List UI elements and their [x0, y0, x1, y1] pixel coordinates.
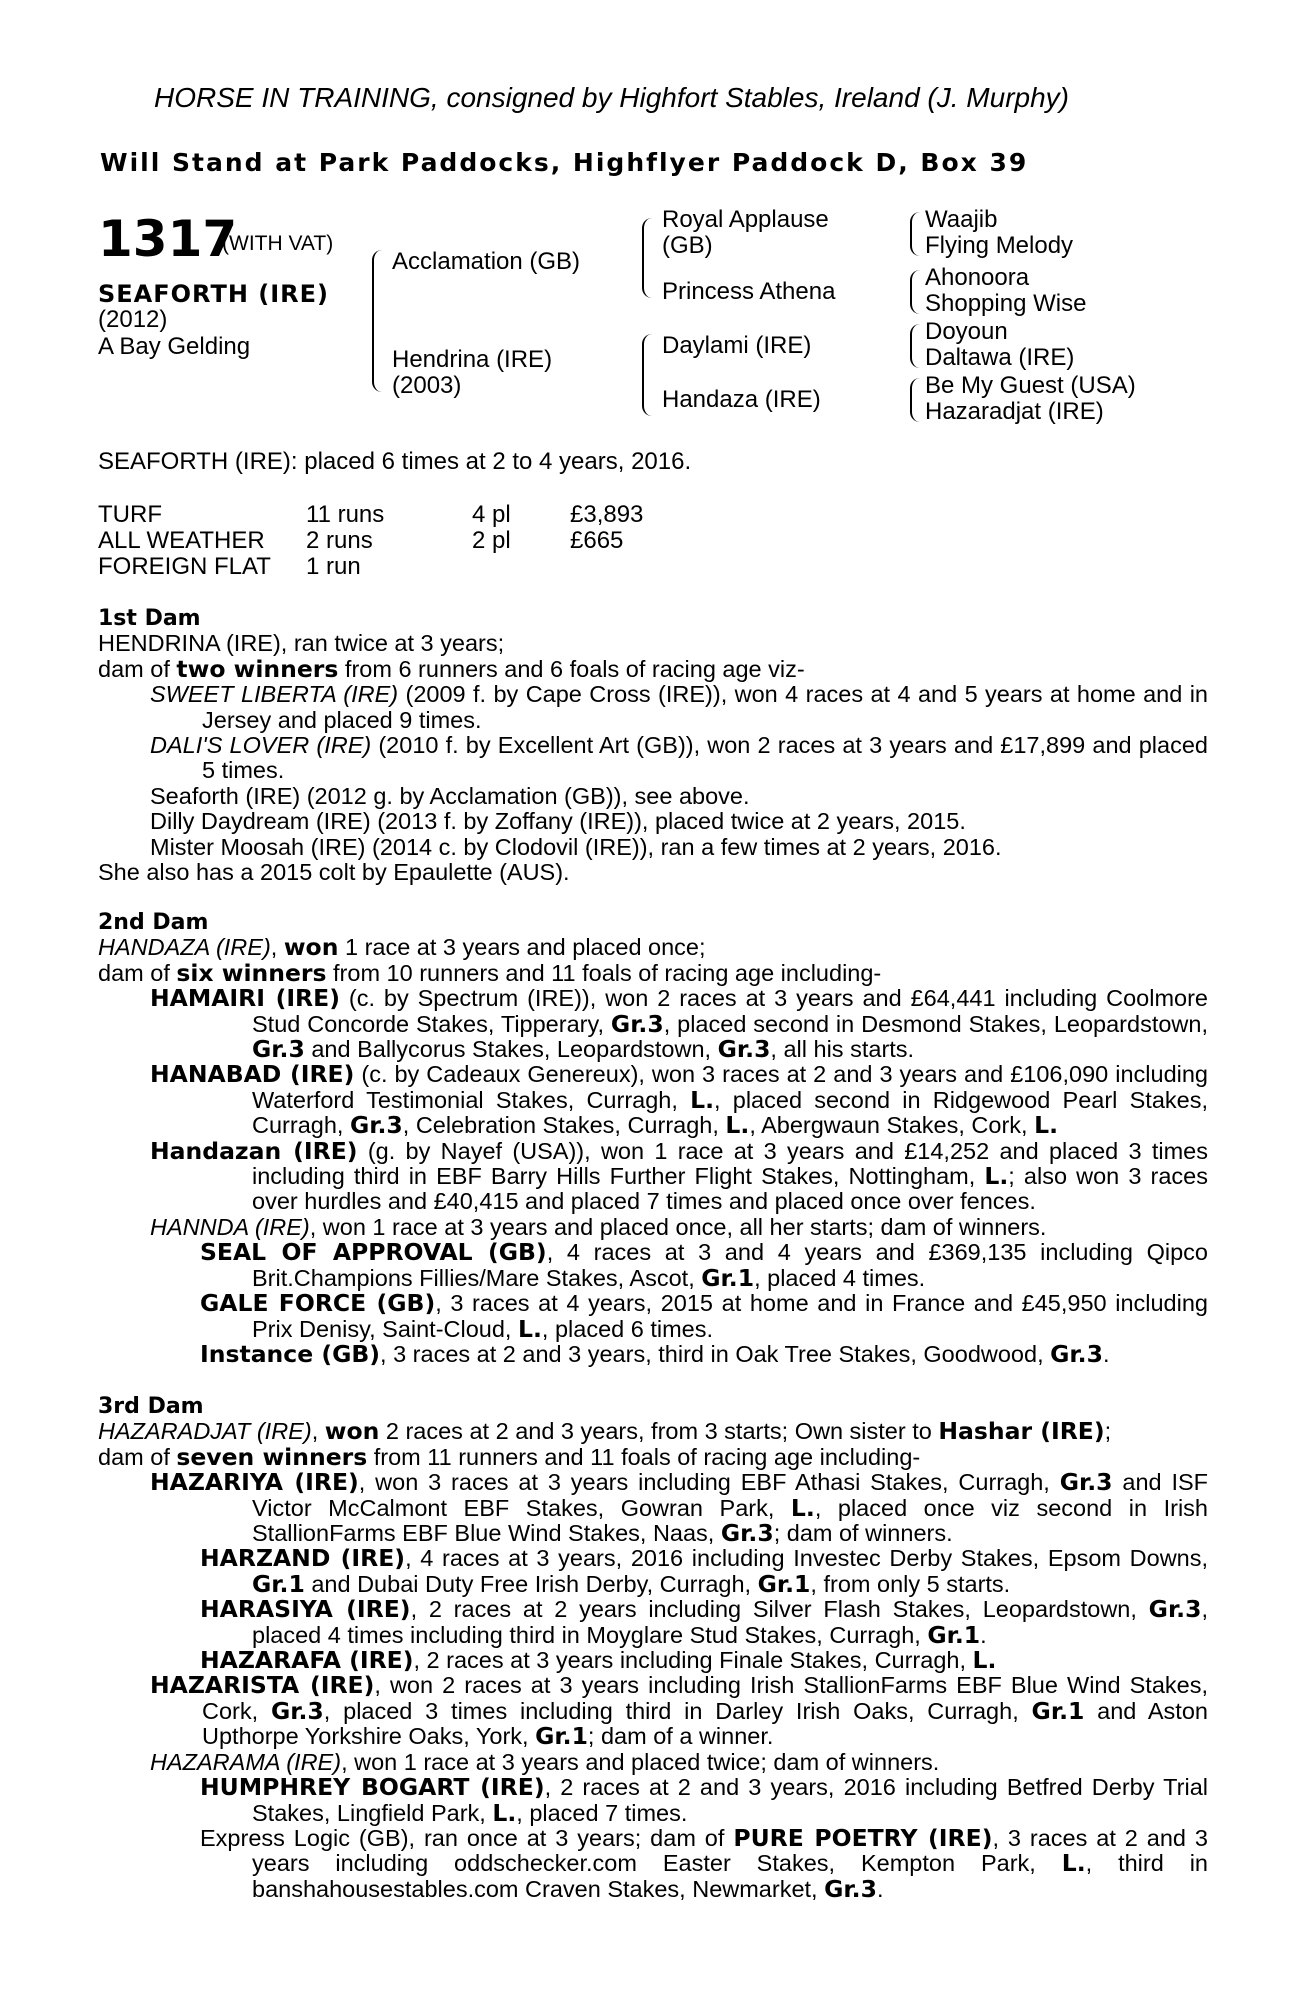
dam-line	[98, 935, 1208, 960]
grade-label: L.	[972, 1646, 997, 1675]
pedigree-g5: Doyoun	[925, 318, 1008, 345]
offspring-text: , won 3 races at 3 years including EBF Athasi Stakes, Curragh,	[358, 1469, 1060, 1496]
offspring-entry	[150, 1470, 1208, 1546]
consignment-header: HORSE IN TRAINING, consigned by Highfort Stables, Ireland (J. Murphy)	[154, 82, 1069, 113]
offspring-text: (c. by Cadeaux Genereux), won 3 races at 2 and 3 years and £106,090 including Waterford Testimonial Stakes, Curragh,	[252, 1061, 1209, 1113]
pedigree-sire-sire-country: (GB)	[662, 232, 713, 259]
grade-label: Gr.1	[757, 1569, 811, 1598]
offspring-text: ; dam of winners.	[773, 1520, 953, 1547]
vat-label: (WITH VAT)	[222, 232, 334, 255]
grade-label: Gr.3	[610, 1009, 664, 1038]
pedigree-g2: Flying Melody	[925, 232, 1074, 259]
offspring-text: , 4 races at 3 and 4 years and £369,135 including Qipco Brit.Champions Fillies/Mare Stakes, Ascot,	[252, 1239, 1209, 1291]
pedigree-sire-dam: Princess Athena	[662, 278, 836, 305]
race-record-table	[98, 502, 643, 580]
offspring-entry	[200, 1823, 1208, 1903]
grade-label: Gr.1	[1031, 1696, 1085, 1725]
pedigree-g6: Daltawa (IRE)	[925, 344, 1075, 371]
winners-count: two winners	[176, 654, 339, 683]
dam-line: She also has a 2015 colt by Epaulette (AUS).	[98, 859, 570, 886]
offspring-entry: Seaforth (IRE) (2012 g. by Acclamation (GB)), see above.	[150, 782, 750, 809]
pedigree-g1: Waajib	[925, 206, 998, 233]
dam-line	[98, 654, 1208, 683]
offspring-text: and Dubai Duty Free Irish Derby, Curragh,	[304, 1570, 758, 1597]
grade-label: Gr.1	[701, 1263, 755, 1292]
offspring-name: SWEET LIBERTA (IRE)	[150, 681, 399, 708]
offspring-text: , placed 4 times including third in Moyglare Stud Stakes, Curragh,	[252, 1596, 1208, 1648]
offspring-entry	[200, 1339, 1208, 1368]
offspring-entry	[200, 1775, 1208, 1826]
prize-cell: £665	[570, 527, 624, 554]
offspring-name: HARASIYA (IRE)	[200, 1595, 411, 1624]
offspring-text: , placed 4 times.	[754, 1264, 926, 1291]
offspring-entry	[150, 1062, 1208, 1138]
offspring-text: , all his starts.	[770, 1036, 915, 1063]
offspring-entry	[200, 1240, 1208, 1291]
grade-label: L.	[1061, 1849, 1086, 1878]
offspring-text: and Aston Upthorpe Yorkshire Oaks, York,	[202, 1697, 1208, 1750]
offspring-name: SEAL OF APPROVAL (GB)	[200, 1238, 547, 1267]
offspring-entry	[150, 1215, 1208, 1240]
offspring-text: , won 1 race at 3 years and placed once, all her starts; dam of winners.	[309, 1213, 1047, 1240]
grade-label: Gr.3	[270, 1696, 324, 1725]
pedigree-brace-g4	[910, 378, 920, 422]
grade-label: Gr.3	[1059, 1468, 1113, 1497]
offspring-text: , from only 5 starts.	[810, 1570, 1011, 1597]
grade-label: L.	[492, 1798, 517, 1827]
offspring-name: HANNDA (IRE)	[150, 1213, 310, 1240]
offspring-entry	[150, 1673, 1208, 1749]
dam-text: ,	[270, 934, 284, 961]
offspring-text: and ISF Victor McCalmont EBF Stakes, Gowran Park,	[252, 1469, 1209, 1521]
dam-text: from 10 runners and 11 foals of racing age including-	[326, 959, 882, 986]
pedigree-dam: Hendrina (IRE)	[392, 346, 553, 373]
offspring-text: .	[980, 1621, 987, 1648]
foaling-year: (2012)	[98, 306, 168, 333]
offspring-entry	[200, 1597, 1208, 1648]
grade-label: Gr.1	[535, 1722, 588, 1751]
table-row	[98, 554, 643, 580]
pedigree-sire: Acclamation (GB)	[392, 248, 581, 275]
winners-count: six winners	[176, 958, 327, 987]
offspring-name: HAZARAFA (IRE)	[200, 1646, 414, 1675]
pedigree-brace-dam	[642, 334, 654, 416]
offspring-text: , 2 races at 2 years including Silver Flash Stakes, Leopardstown,	[410, 1596, 1149, 1623]
pedigree-g8: Hazaradjat (IRE)	[925, 398, 1104, 425]
lot-number: 1317	[98, 210, 238, 268]
pedigree-brace-main	[372, 250, 384, 392]
offspring-entry	[200, 1648, 1208, 1673]
dam-text: won	[283, 933, 339, 962]
offspring-entry	[150, 986, 1208, 1062]
section-heading: 2nd Dam	[98, 910, 209, 935]
offspring-text: , won 2 races at 3 years including Irish StallionFarms EBF Blue Wind Stakes, Cork,	[202, 1672, 1208, 1724]
dam-text: 2 races at 2 and 3 years, from 3 starts; Own sister to	[379, 1418, 939, 1445]
offspring-entry: Dilly Daydream (IRE) (2013 f. by Zoffany (IRE)), placed twice at 2 years, 2015.	[150, 808, 966, 835]
offspring-name: HARZAND (IRE)	[200, 1544, 406, 1573]
offspring-entry	[150, 682, 1208, 733]
pedigree-brace-sire	[642, 218, 654, 298]
offspring-text: , placed second in Ridgewood Pearl Stakes, Curragh,	[252, 1086, 1208, 1139]
offspring-name: HAZARISTA (IRE)	[150, 1671, 375, 1700]
dam-text: dam of	[98, 959, 177, 986]
horse-description: A Bay Gelding	[98, 333, 251, 360]
offspring-name: HAZARAMA (IRE)	[150, 1748, 342, 1775]
offspring-text: , 4 races at 3 years, 2016 including Investec Derby Stakes, Epsom Downs,	[405, 1545, 1209, 1572]
offspring-entry	[150, 1750, 1208, 1775]
offspring-name: DALI'S LOVER (IRE)	[150, 732, 372, 759]
pedigree-sire-sire: Royal Applause	[662, 206, 829, 233]
dam-line	[98, 1442, 1208, 1471]
second-dam-section	[98, 910, 1208, 1367]
offspring-entry: Mister Moosah (IRE) (2014 c. by Clodovil (IRE)), ran a few times at 2 years, 2016.	[150, 833, 1002, 860]
dam-text: ,	[311, 1418, 325, 1445]
surface-cell: FOREIGN FLAT	[98, 553, 271, 580]
offspring-text: , 3 races at 4 years, 2015 at home and in France and £45,950 including Prix Denisy, Saint-Cloud,	[252, 1290, 1208, 1342]
pedigree-g3: Ahonoora	[925, 264, 1030, 291]
offspring-text: , 3 races at 2 and 3 years, third in Oak Tree Stakes, Goodwood,	[380, 1340, 1051, 1367]
surface-cell: ALL WEATHER	[98, 527, 265, 554]
offspring-text: Express Logic (GB), ran once at 3 years; dam of	[200, 1824, 734, 1851]
dam-name: HAZARADJAT (IRE)	[98, 1418, 312, 1445]
section-heading: 3rd Dam	[98, 1394, 204, 1419]
table-row	[98, 528, 643, 554]
dam-text: dam of	[98, 1443, 177, 1470]
offspring-text: , third in banshahousestables.com Craven Stakes, Newmarket,	[252, 1850, 1208, 1902]
offspring-text: (c. by Spectrum (IRE)), won 2 races at 3 years and £64,441 including Coolmore Stud Concorde Stakes, Tipperary,	[252, 985, 1208, 1037]
grade-label: Gr.3	[824, 1874, 877, 1903]
grade-label: Gr.3	[717, 1035, 771, 1064]
third-dam-section	[98, 1394, 1208, 1902]
pedigree-brace-g3	[910, 324, 920, 368]
runs-cell: 1 run	[306, 553, 361, 580]
offspring-name: HANABAD (IRE)	[150, 1060, 355, 1089]
dam-name: HANDAZA (IRE)	[98, 934, 271, 961]
dam-text: won	[324, 1417, 380, 1446]
grade-label: Gr.1	[252, 1569, 305, 1598]
grade-label: L.	[518, 1314, 542, 1343]
offspring-text: (2009 f. by Cape Cross (IRE)), won 4 races at 4 and 5 years at home and in Jersey and placed 9 times.	[202, 681, 1209, 733]
offspring-text: , placed once viz second in Irish StallionFarms EBF Blue Wind Stakes, Naas,	[252, 1494, 1208, 1547]
grade-label: L.	[984, 1162, 1009, 1191]
grade-label: L.	[790, 1493, 815, 1522]
pedigree-brace-g2	[910, 270, 920, 314]
offspring-name: Instance (GB)	[200, 1339, 381, 1368]
offspring-text: (g. by Nayef (USA)), won 1 race at 3 years and £14,252 and placed 3 times including third in EBF Barry Hills Further Flight Stakes, Nottingham,	[252, 1137, 1209, 1190]
stand-location: Will Stand at Park Paddocks, Highflyer Paddock D, Box 39	[100, 148, 1029, 177]
dam-line	[98, 1419, 1208, 1444]
offspring-text: .	[1102, 1340, 1110, 1367]
offspring-name: PURE POETRY (IRE)	[733, 1823, 993, 1852]
offspring-text: , Abergwaun Stakes, Cork,	[749, 1112, 1035, 1139]
pedigree-dam-sire: Daylami (IRE)	[662, 332, 812, 359]
first-dam-section	[98, 606, 1208, 885]
winners-count: seven winners	[176, 1442, 368, 1471]
grade-label: Gr.3	[1050, 1339, 1103, 1368]
offspring-text: , Celebration Stakes, Curragh,	[402, 1112, 726, 1139]
horse-name: SEAFORTH (IRE)	[98, 280, 330, 308]
sibling-name: Hashar (IRE)	[938, 1417, 1105, 1446]
runs-cell: 11 runs	[306, 501, 385, 528]
grade-label: L.	[1034, 1111, 1058, 1140]
offspring-entry	[200, 1291, 1208, 1342]
offspring-name: GALE FORCE (GB)	[200, 1289, 436, 1318]
grade-label: Gr.1	[927, 1620, 981, 1649]
dam-line	[98, 631, 1208, 656]
prize-cell: £3,893	[570, 501, 644, 528]
dam-text: from 11 runners and 11 foals of racing age including-	[367, 1443, 921, 1470]
offspring-text: .	[876, 1875, 884, 1902]
section-heading: 1st Dam	[98, 606, 201, 631]
table-row	[98, 502, 643, 528]
offspring-text: ; also won 3 races over hurdles and £40,415 and placed 7 times and placed once over fences.	[252, 1163, 1208, 1215]
dam-text: dam of	[98, 655, 177, 682]
offspring-text: (2010 f. by Excellent Art (GB)), won 2 races at 3 years and £17,899 and placed 5 times.	[202, 732, 1208, 784]
offspring-text: , placed 3 times including third in Darley Irish Oaks, Curragh,	[323, 1697, 1032, 1724]
offspring-text: and Ballycorus Stakes, Leopardstown,	[304, 1036, 718, 1063]
offspring-text: , 2 races at 3 years including Finale Stakes, Curragh,	[413, 1647, 973, 1674]
grade-label: L.	[690, 1085, 715, 1114]
dam-text: 1 race at 3 years and placed once;	[338, 934, 706, 961]
offspring-name: HAZARIYA (IRE)	[150, 1468, 359, 1497]
dam-text: from 6 runners and 6 foals of racing age viz-	[338, 655, 805, 682]
grade-label: Gr.3	[720, 1519, 774, 1548]
dam-text: ;	[1104, 1418, 1112, 1445]
placed-cell: 2 pl	[472, 527, 511, 554]
offspring-entry	[150, 733, 1208, 784]
dam-line	[98, 958, 1208, 987]
offspring-text: , placed 6 times.	[541, 1315, 714, 1342]
pedigree-g7: Be My Guest (USA)	[925, 372, 1136, 399]
dam-text: HENDRINA (IRE), ran twice at 3 years;	[98, 630, 505, 657]
placed-cell	[472, 554, 570, 580]
pedigree-dam-year: (2003)	[392, 372, 462, 399]
grade-label: L.	[725, 1111, 750, 1140]
grade-label: Gr.3	[349, 1111, 403, 1140]
offspring-text: , won 1 race at 3 years and placed twice; dam of winners.	[341, 1748, 940, 1775]
pedigree-g4: Shopping Wise	[925, 290, 1087, 317]
offspring-name: HAMAIRI (IRE)	[150, 984, 340, 1013]
offspring-text: , placed 7 times.	[516, 1799, 688, 1826]
race-summary: SEAFORTH (IRE): placed 6 times at 2 to 4 years, 2016.	[98, 448, 692, 475]
grade-label: Gr.3	[252, 1035, 305, 1064]
offspring-name: HUMPHREY BOGART (IRE)	[200, 1773, 545, 1802]
offspring-text: , placed second in Desmond Stakes, Leopardstown,	[663, 1010, 1208, 1037]
grade-label: Gr.3	[1148, 1595, 1202, 1624]
pedigree-dam-dam: Handaza (IRE)	[662, 386, 821, 413]
offspring-text: ; dam of a winner.	[587, 1723, 774, 1750]
runs-cell: 2 runs	[306, 527, 373, 554]
offspring-entry	[200, 1546, 1208, 1597]
offspring-entry	[150, 1136, 1209, 1215]
pedigree-brace-g1	[910, 212, 920, 256]
offspring-text: , 3 races at 2 and 3 years including oddschecker.com Easter Stakes, Kempton Park,	[252, 1824, 1208, 1877]
prize-cell	[570, 554, 643, 580]
offspring-text: , 2 races at 2 and 3 years, 2016 including Betfred Derby Trial Stakes, Lingfield Park,	[252, 1774, 1208, 1826]
offspring-name: Handazan (IRE)	[150, 1136, 358, 1165]
placed-cell: 4 pl	[472, 501, 511, 528]
surface-cell: TURF	[98, 501, 162, 528]
